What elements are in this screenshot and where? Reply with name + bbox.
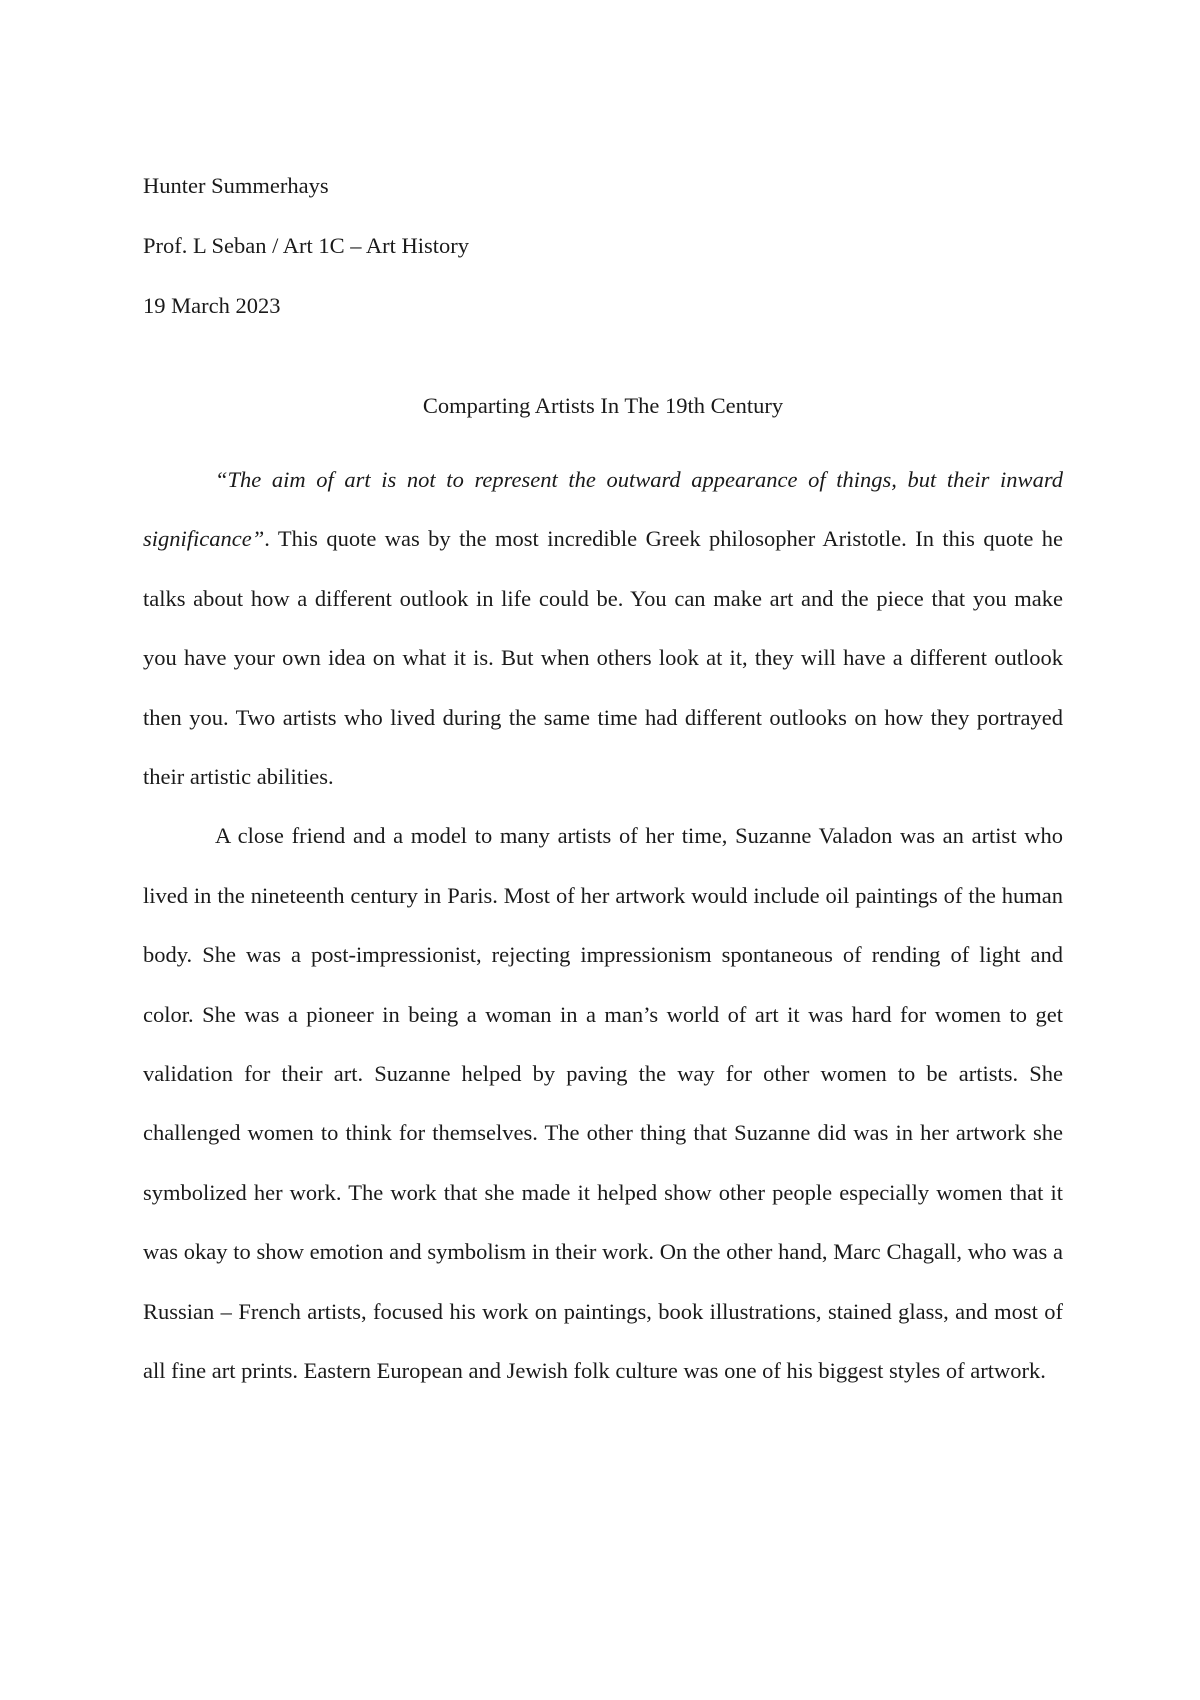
paragraph-intro-text: . This quote was by the most incredible Greek philosopher Aristotle. In this quote he talks about how a different outlook in life could be. You can make art and the piece that you make you have your own idea on what it is. But when others look at it, they will have a different outlook then you. Two artists who lived during the same time had different outlooks on how they portrayed their artistic abilities.: [143, 526, 1063, 790]
document-date: 19 March 2023: [143, 293, 281, 318]
aristotle-quote: “The aim of art is not to represent the outward appearance of things, but their inward significance”: [143, 467, 1063, 552]
header-block: [143, 156, 1063, 336]
document-body: [143, 450, 1063, 1401]
author-name: Hunter Summerhays: [143, 173, 329, 198]
paragraph-intro: [143, 450, 1063, 806]
document-title: Comparting Artists In The 19th Century: [422, 393, 784, 418]
course-info: Prof. L Seban / Art 1C – Art History: [143, 233, 470, 258]
paragraph-artists: A close friend and a model to many artists of her time, Suzanne Valadon was an artist who lived in the nineteenth century in Paris. Most of her artwork would include oil paintings of the human body. She was a post-impressionist, rejecting impressionism spontaneous of rending of light and color. She was a pioneer in being a woman in a man’s world of art it was hard for women to get validation for their art. Suzanne helped by paving the way for other women to be artists. She challenged women to think for themselves. The other thing that Suzanne did was in her artwork she symbolized her work. The work that she made it helped show other people especially women that it was okay to show emotion and symbolism in their work. On the other hand, Marc Chagall, who was a Russian – French artists, focused his work on paintings, book illustrations, stained glass, and most of all fine art prints. Eastern European and Jewish folk culture was one of his biggest styles of artwork.: [143, 823, 1063, 1384]
